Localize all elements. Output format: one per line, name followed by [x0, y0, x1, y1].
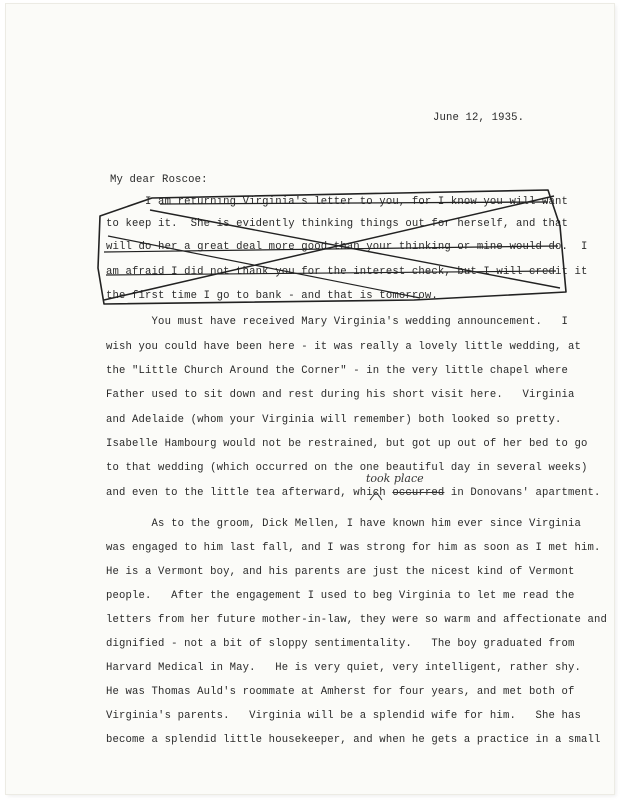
body-line: Harvard Medical in May. He is very quiet, very intelligent, rather shy.	[106, 662, 582, 674]
body-line: You must have received Mary Virginia's wedding announcement. I	[106, 316, 569, 328]
salutation: My dear Roscoe:	[110, 174, 208, 186]
handwritten-insert: took place	[366, 472, 424, 485]
body-line: and Adelaide (whom your Virginia will remember) both looked so pretty.	[106, 414, 562, 426]
crossed-line: to keep it. She is evidently thinking things out for herself, and that	[106, 218, 569, 230]
text-after-correction: in Donovans' apartment.	[444, 487, 601, 499]
crossed-line: the first time I go to bank - and that is tomorrow.	[106, 290, 438, 302]
body-line: Isabelle Hambourg would not be restrained, but got up out of her bed to go	[106, 438, 588, 450]
body-line: Virginia's parents. Virginia will be a splendid wife for him. She has	[106, 710, 582, 722]
body-line: wish you could have been here - it was really a lovely little wedding, at	[106, 341, 582, 353]
body-line-with-correction	[106, 487, 601, 499]
body-line: was engaged to him last fall, and I was strong for him as soon as I met him.	[106, 542, 601, 554]
letter-date: June 12, 1935.	[433, 112, 525, 124]
body-line: dignified - not a bit of sloppy sentimentality. The boy graduated from	[106, 638, 575, 650]
text-before-correction: and even to the little tea afterward, which	[106, 487, 393, 499]
body-line: letters from her future mother-in-law, they were so warm and affectionate and	[106, 614, 608, 626]
body-line: people. After the engagement I used to beg Virginia to let me read the	[106, 590, 575, 602]
body-line: to that wedding (which occurred on the one beautiful day in several weeks)	[106, 462, 588, 474]
body-line: Father used to sit down and rest during his short visit here. Virginia	[106, 389, 575, 401]
body-line: become a splendid little housekeeper, and when he gets a practice in a small	[106, 734, 601, 746]
body-line: He was Thomas Auld's roommate at Amherst for four years, and met both of	[106, 686, 575, 698]
body-line: As to the groom, Dick Mellen, I have known him ever since Virginia	[106, 518, 582, 530]
struck-word: occurred	[392, 487, 445, 499]
body-line: the "Little Church Around the Corner" - in the very little chapel where	[106, 365, 569, 377]
body-line: He is a Vermont boy, and his parents are just the nicest kind of Vermont	[106, 566, 575, 578]
crossed-line: am afraid I did not thank you for the interest check, but I will credit it	[106, 266, 588, 278]
crossed-line: I am returning Virginia's letter to you, for I know you will want	[106, 196, 569, 208]
crossed-line: will do her a great deal more good than your thinking or mine would do. I	[106, 241, 588, 253]
